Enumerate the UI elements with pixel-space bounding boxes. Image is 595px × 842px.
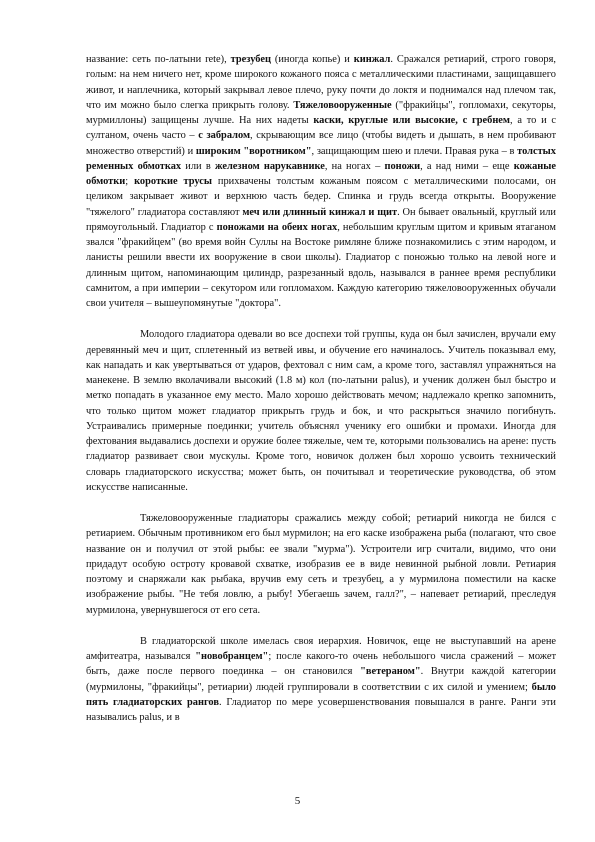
bold-text: с забралом [198,130,251,142]
text-run: ; [125,176,135,187]
bold-text: короткие трусы [134,176,213,187]
bold-text: толстых ременных обмотках [86,145,556,172]
text-run: ("фракийцы", гопломахи, секуторы, мурмиллоны) защищены лучше. На них надеты [86,99,556,126]
bold-text: каски, круглые или высокие, с гребнем [313,115,510,126]
bold-text: кинжал [353,54,391,65]
bold-text: трезубец [230,54,271,65]
paragraph-1 [86,52,556,311]
bold-text: поножи [384,160,421,172]
bold-text: Тяжеловооруженные [293,99,392,111]
text-run: Тяжеловооруженные гладиаторы сражались между собой; ретиарий никогда не бился с ретиарием. Обычным противником его был мурмилон; на его каске изображена рыба (полагают, что свое название он и получил от этой рыбы: ее звали "мурма"). Устроители игр считали, видимо, что они придадут особую остроту кровавой схватке, изобразив ее в виде невинной рыбной ловли. Ретиария поэтому и снаряжали как рыбака, вручив ему сеть и трезубец, а у мурмилона поместили на каске изображение рыбы. "Не тебя ловлю, а рыбу! Убегаешь зачем, галл?", – напевает ретиарий, преследуя мурмилона, увернувшегося от его сета. [86,513,556,616]
paragraph-4 [86,634,556,726]
bold-text: "ветераном" [360,666,421,678]
bold-text: меч или длинный кинжал и щит [242,206,398,218]
text-run: , защищающим шею и плечи. Правая рука – в [311,145,518,157]
text-run: или в [181,160,215,172]
bold-text: широким "воротником" [195,145,312,157]
text-run: название: сеть по-латыни rete), [86,54,231,65]
bold-text: поножами на обеих ногах [216,221,338,233]
text-run: . Внутри каждой категории (мурмилоны, "фракийцы", ретиарии) людей группировали в соответствии с их силой и умением; [86,666,556,693]
text-run: , а то и с султаном, очень часто – [86,115,557,142]
text-run: Молодого гладиатора одевали во все доспехи той группы, куда он был зачислен, вручали ему деревянный меч и щит, сплетенный из ветвей ивы, и обучение его начиналось. Учитель показывал ему, как нападать и как увертываться от ударов, фехтовал с ним сам, а кроме того, заставлял упражняться на манекене. В землю вколачивали высокий (1.8 м) кол (по-латыни palus), и ученик должен был быстро и метко попадать в указанное ему место. Мало хорошо действовать мечом; надлежало крепко запомнить, что только щитом может гладиатор прикрыть грудь и бок, и что раскрыться значило погибнуть. Устраивались примерные поединки; учитель объяснял ученику его ошибки и промахи. Иногда для фехтования выдавались доспехи и оружие более тяжелые, чем те, которыми пользовались на арене: пусть гладиатор развивает свои мускулы. Кроме того, новичок должен был хорошо усвоить технический словарь гладиаторского искусства; может быть, он почитывал и теоретические руководства, об этом искусстве написанные. [86,329,556,493]
bold-text: было пять гладиаторских рангов [86,681,556,708]
text-run: (иногда копье) и [270,54,354,65]
text-run: , скрывающим все лицо (чтобы видеть и дышать, в нем пробивают множество отверстий) и [86,130,556,157]
text-run: ; после какого-то очень небольшого числа сражений – может быть, даже после первого поединка – он становился [86,651,556,678]
text-run: . Гладиатор по мере усовершенствования повышался в ранге. Ранги эти назывались palus, и в [86,696,556,723]
paragraph-3 [86,511,556,618]
text-run: , а над ними – еще [420,160,514,172]
document-body [86,52,556,725]
text-run: . Он бывает овальный, круглый или прямоугольный. Гладиатор с [86,206,556,233]
text-run: . Сражался ретиарий, строго говоря, голым: на нем ничего нет, кроме широкого кожаного пояса с металлическими пластинами, защищавшего живот, и наплечника, который закрывал левое плечо, руку почти до локтя и поднимался над плечом так, что им можно было слегка прикрыть голову. [86,54,556,111]
bold-text: "новобранцем" [195,651,269,662]
bold-text: железном нарукавнике [214,160,325,172]
text-run: прихвачены толстым кожаным поясом с металлическими полосами, он целиком закрывает живот и верхнюю часть бедер. Спинка и грудь всегда открыты. Вооружение "тяжелого" гладиатора составляют [86,176,556,218]
page-number: 5 [294,795,301,807]
text-run: , на ногах – [324,160,385,172]
text-run: В гладиаторской школе имелась своя иерархия. Новичок, еще не выступавший на арене амфитеатра, назывался [86,635,556,662]
bold-text: кожаные обмотки [86,160,556,187]
paragraph-2 [86,327,556,495]
text-run: , небольшим круглым щитом и кривым ятаганом звался "фракийцем" (во время войн Суллы на Востоке римляне ближе познакомились с этим народом, и ланисты решили ввести их вооружение в свои школы). Гладиатор с поножью только на левой ноге и длинным щитом, напоминающим цилиндр, разрезанный вдоль, назывался в раннее время республики самнитом, а при империи – секутором или гопломахом. Каждую категорию тяжеловооруженных обучали свои учителя – вышеупомянутые "доктора". [86,221,557,309]
